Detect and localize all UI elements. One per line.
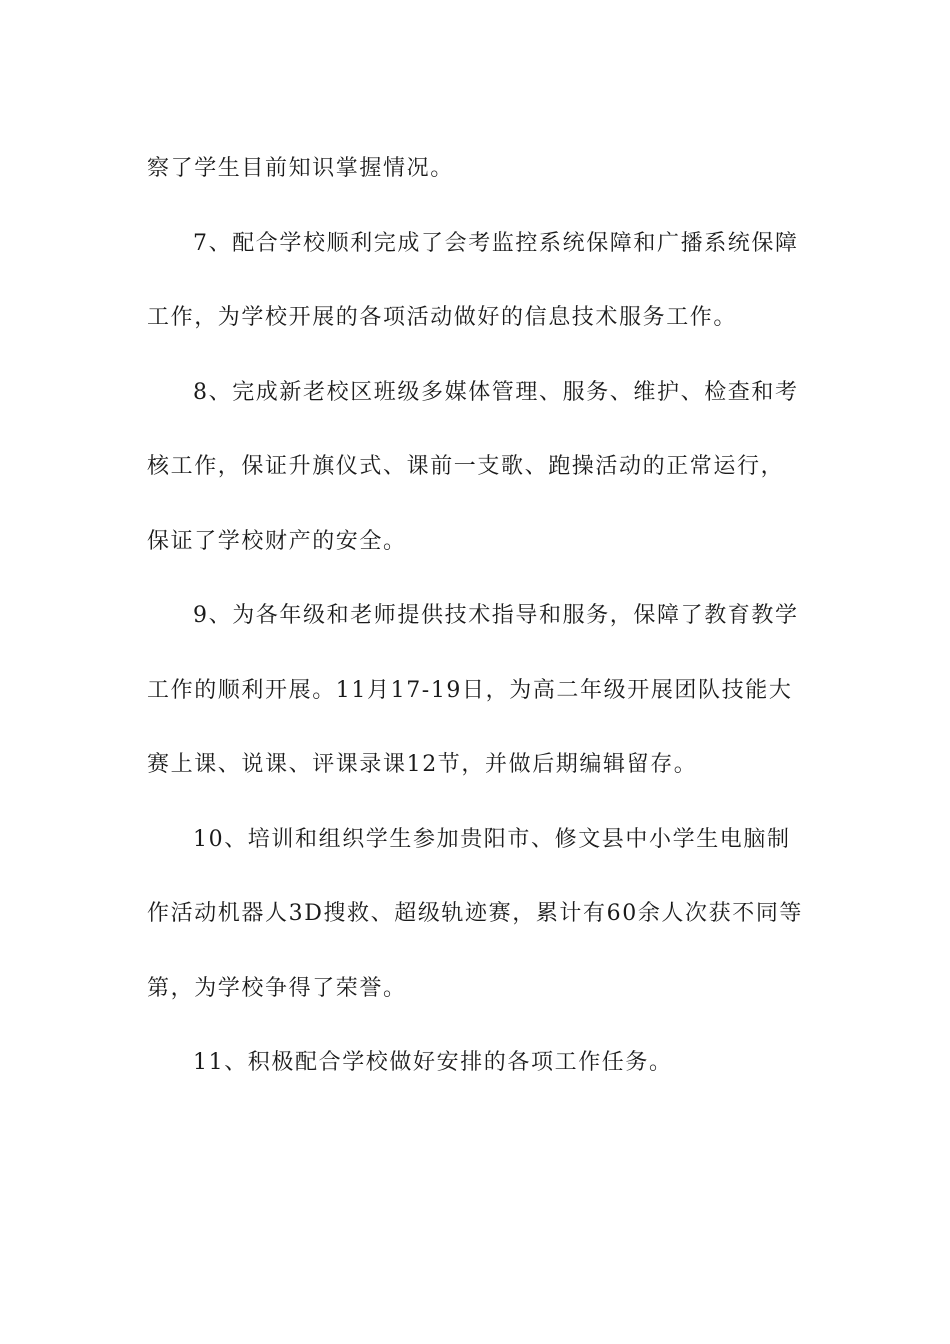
paragraph-item-8: 8、完成新老校区班级多媒体管理、服务、维护、检查和考核工作，保证升旗仪式、课前一支歌、跑操活动的正常运行，保证了学校财产的安全。 xyxy=(147,379,799,554)
paragraph-item-10: 10、培训和组织学生参加贵阳市、修文县中小学生电脑制作活动机器人3D搜救、超级轨迹赛，累计有60余人次获不同等第，为学校争得了荣誉。 xyxy=(147,826,804,1001)
document-body xyxy=(147,132,807,1101)
paragraph-item-7: 7、配合学校顺利完成了会考监控系统保障和广播系统保障工作，为学校开展的各项活动做好的信息技术服务工作。 xyxy=(147,230,799,330)
paragraph-continuation: 察了学生目前知识掌握情况。 xyxy=(147,156,454,181)
paragraph-item-11: 11、积极配合学校做好安排的各项工作任务。 xyxy=(193,1050,673,1075)
paragraph-item-9: 9、为各年级和老师提供技术指导和服务，保障了教育教学工作的顺利开展。11月17-19日，为高二年级开展团队技能大赛上课、说课、评课录课12节，并做后期编辑留存。 xyxy=(147,603,799,777)
